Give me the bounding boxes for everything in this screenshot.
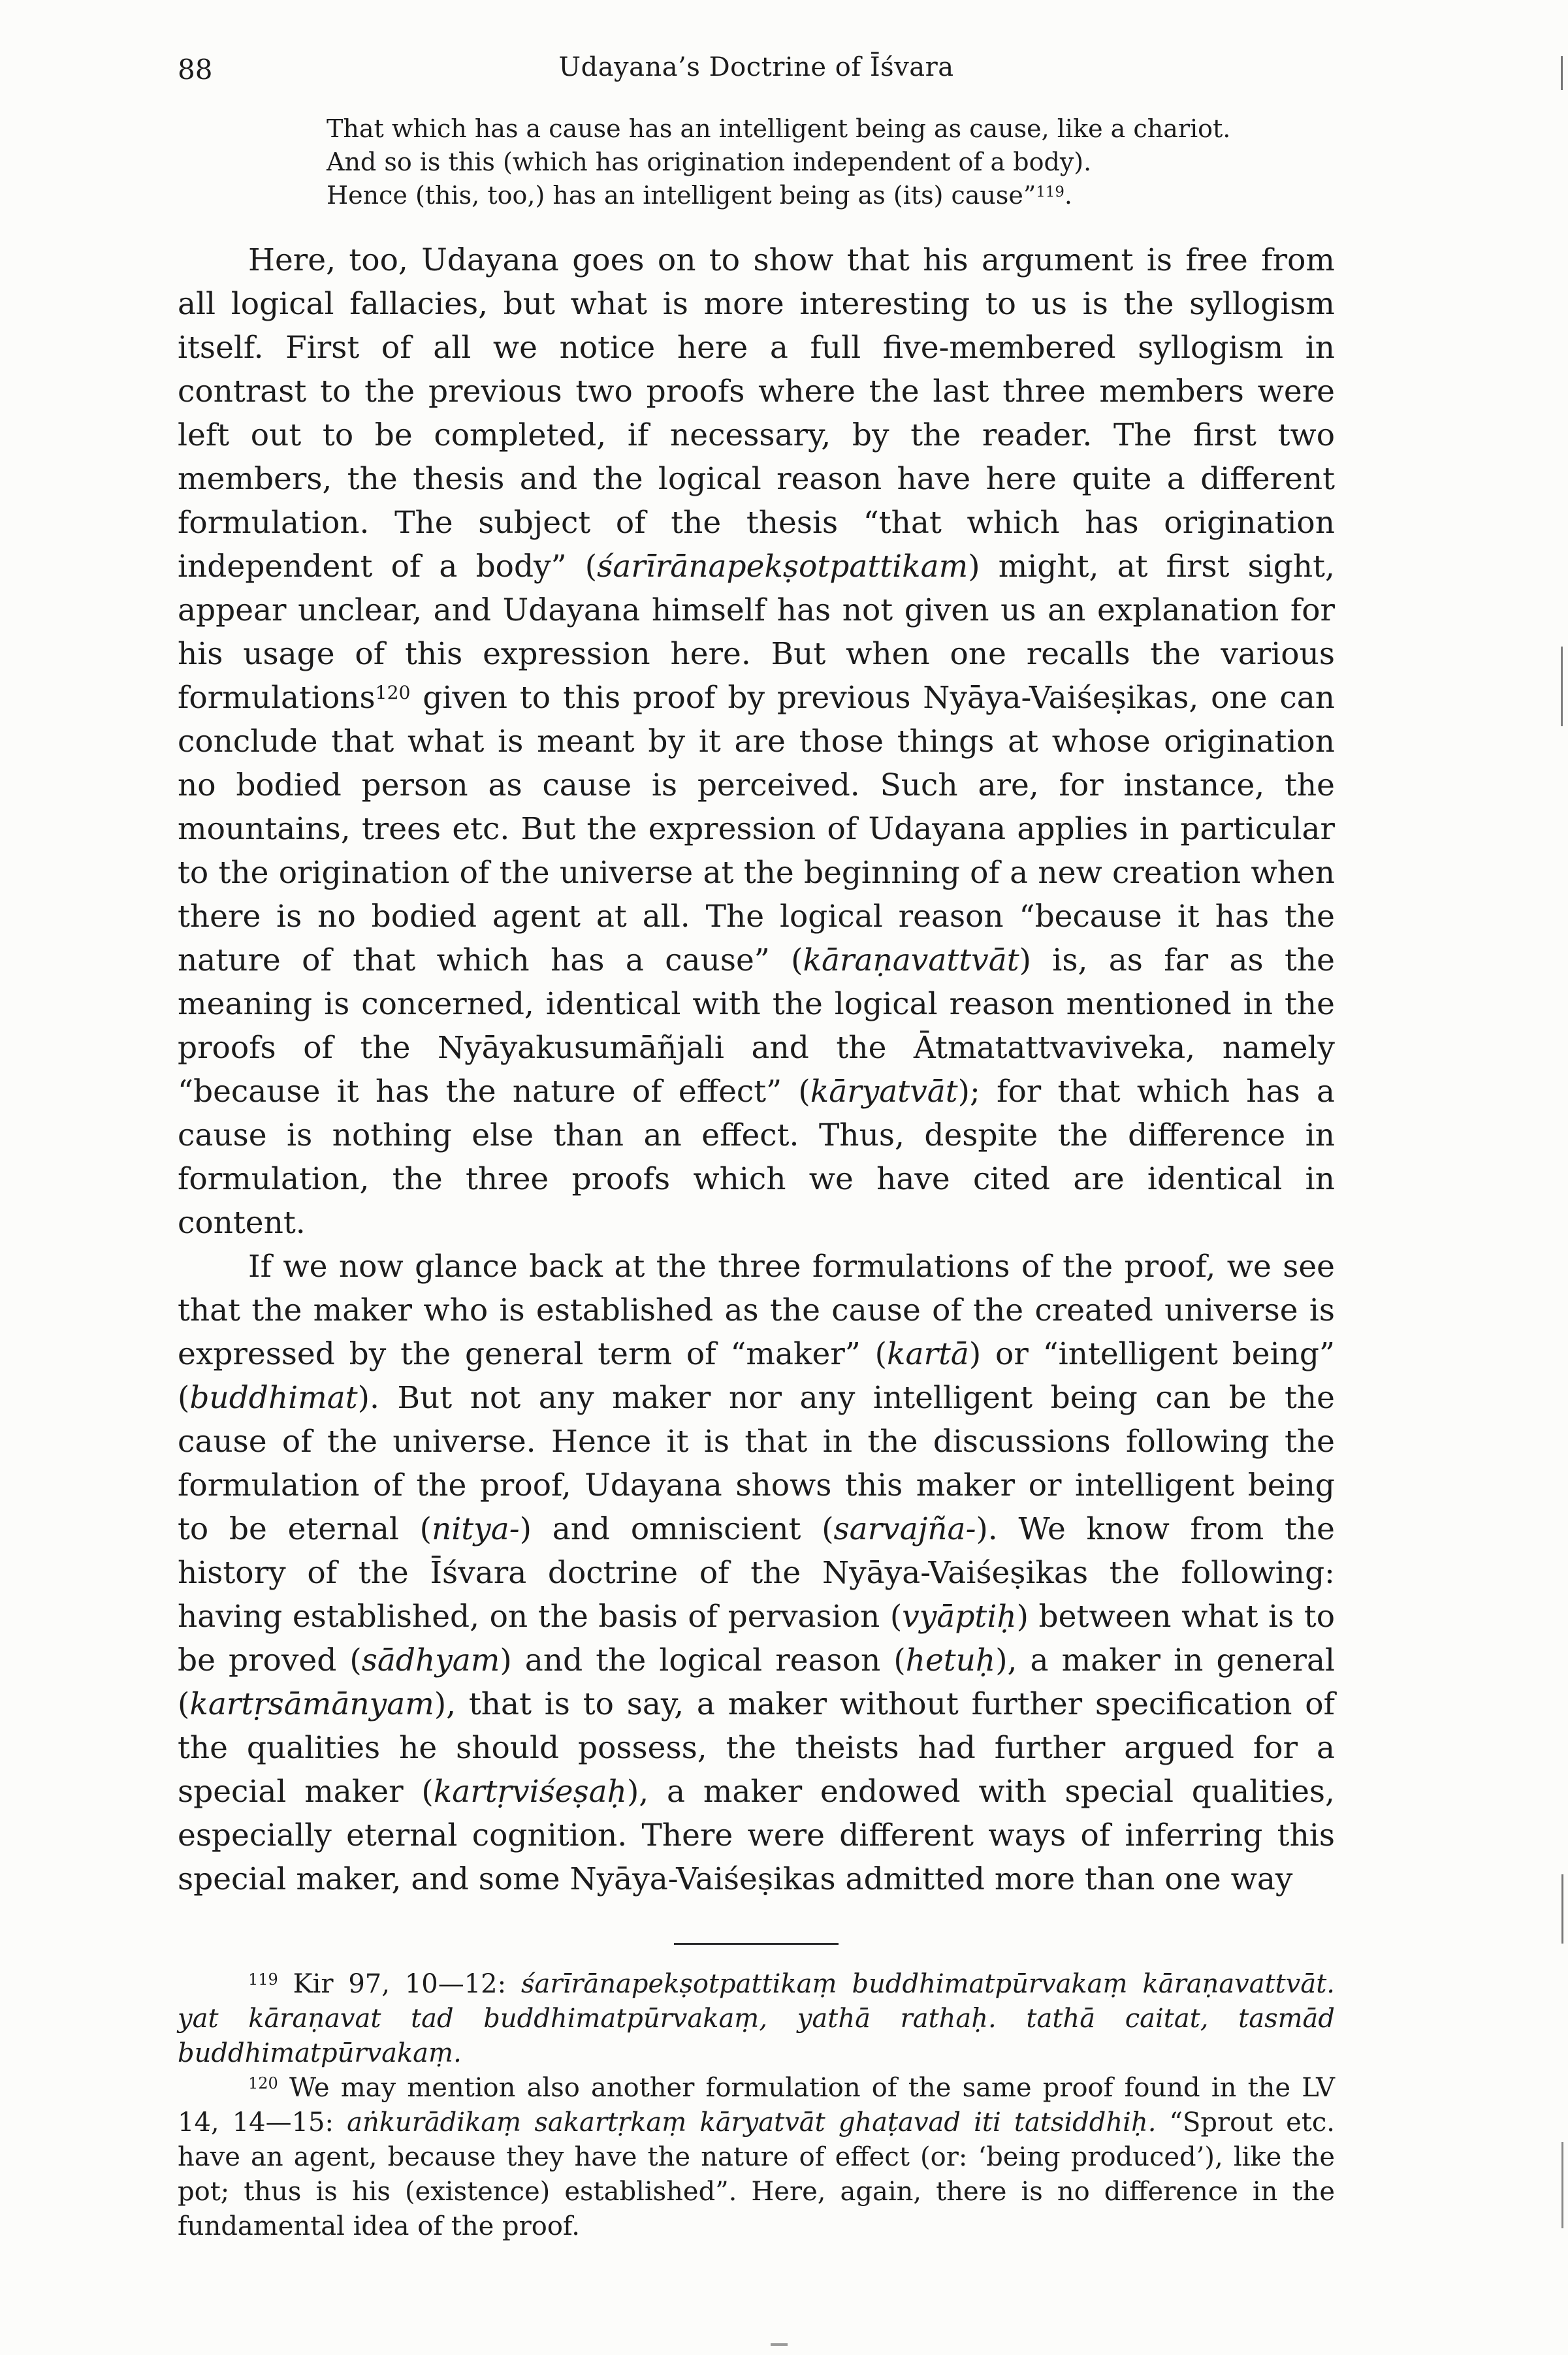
running-title: Udayana’s Doctrine of Īśvara bbox=[558, 52, 954, 82]
page-number: 88 bbox=[178, 54, 213, 86]
footnote: $^{120}$ We may mention also another formulation of the same proof found in the LV 14, 14—15: aṅkurādikaṃ sakartṛkaṃ kāryatvāt ghaṭavad iti tatsiddhiḥ. “Sprout etc. have an agent, because they have the nature of effect (or: ‘being produced’), like the pot; thus is his (existence) established”. Here, again, there is no difference in the fundamental idea of the proof. bbox=[178, 2073, 1335, 2241]
verse-quote bbox=[327, 112, 1335, 212]
paragraph: If we now glance back at the three formulations of the proof, we see that the maker who is established as the cause of the created universe is expressed by the general term of “maker” (kartā) or “intelligent being” (buddhimat). But not any maker nor any intelligent being can be the cause of the universe. Hence it is that in the discussions following the formulation of the proof, Udayana shows this maker or intelligent being to be eternal (nitya-) and omniscient (sarvajña-). We know from the history of the Īśvara doctrine of the Nyāya-Vaiśeṣikas the following: having established, on the basis of pervasion (vyāptiḥ) between what is to be proved (sādhyam) and the logical reason (hetuḥ), a maker in general (kartṛsāmānyam), that is to say, a maker without further specification of the qualities he should possess, the theists had further argued for a special maker (kartṛviśeṣaḥ), a maker endowed with special qualities, especially eternal cognition. There were different ways of inferring this special maker, and some Nyāya-Vaiśeṣikas admitted more than one way bbox=[178, 1249, 1336, 1897]
page-header bbox=[178, 52, 1335, 93]
quote-line: Hence (this, too,) has an intelligent being as (its) cause”$^{119}$. bbox=[327, 181, 1072, 210]
scan-speck-artifact bbox=[771, 2343, 788, 2346]
scan-edge-artifact bbox=[1561, 647, 1563, 726]
quote-line: And so is this (which has origination independent of a body). bbox=[327, 148, 1092, 176]
text-block bbox=[178, 52, 1335, 2244]
footnote: $^{119}$ Kir 97, 10—12: śarīrānapekṣotpattikaṃ buddhimatpūrvakaṃ kāraṇavattvāt. yat kāraṇavat tad buddhimatpūrvakaṃ, yathā rathaḥ. tathā caitat, tasmād buddhimatpūrvakaṃ. bbox=[178, 1969, 1335, 2068]
footnotes-section bbox=[178, 1967, 1335, 2244]
quote-line: That which has a cause has an intelligent being as cause, like a chariot. bbox=[327, 114, 1231, 143]
footnote-separator-rule bbox=[674, 1943, 839, 1945]
paragraph: Here, too, Udayana goes on to show that his argument is free from all logical fallacies, but what is more interesting to us is the syllogism itself. First of all we notice here a full five-membered syllogism in contrast to the previous two proofs where the last three members were left out to be completed, if necessary, by the reader. The first two members, the thesis and the logical reason have here quite a different formulation. The subject of the thesis “that which has origination independent of a body” (śarīrānapekṣotpattikam) might, at first sight, appear unclear, and Udayana himself has not given us an explanation for his usage of this expression here. But when one recalls the various formulations$^{120}$ given to this proof by previous Nyāya-Vaiśeṣikas, one can conclude that what is meant by it are those things at whose origination no bodied person as cause is perceived. Such are, for instance, the mountains, trees etc. But the expression of Udayana applies in particular to the origination of the universe at the beginning of a new creation when there is no bodied agent at all. The logical reason “because it has the nature of that which has a cause” (kāraṇavattvāt) is, as far as the meaning is concerned, identical with the logical reason mentioned in the proofs of the Nyāyakusumāñjali and the Ātmatattvaviveka, namely “because it has the nature of effect” (kāryatvāt); for that which has a cause is nothing else than an effect. Thus, despite the difference in formulation, the three proofs which we have cited are identical in content. bbox=[178, 242, 1336, 1241]
scan-edge-artifact bbox=[1561, 1874, 1563, 1944]
scan-edge-artifact bbox=[1561, 56, 1563, 90]
scan-edge-artifact bbox=[1561, 2142, 1563, 2228]
body-text bbox=[178, 238, 1335, 1901]
